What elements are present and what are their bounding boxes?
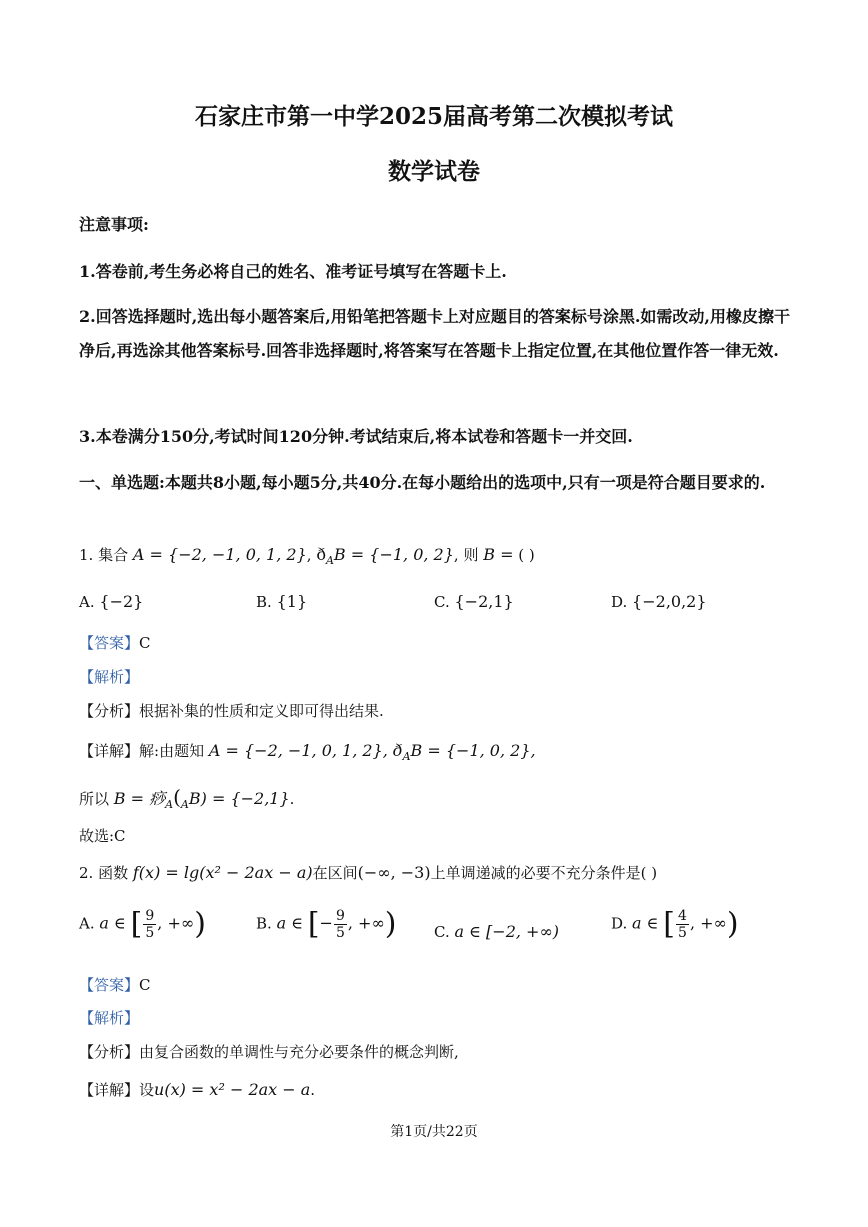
exam-subtitle: 数学试卷 [388,158,480,185]
q2-tail: 上单调递减的必要不充分条件是 [430,864,641,882]
q1-option-b[interactable] [256,592,307,611]
q2-option-a-bracket-left: [ [130,906,143,942]
q1-so-lead: 所以 [79,790,110,808]
q1-detail-math2: B = {−1, 0, 2}, [410,741,536,760]
q2-option-b-pre: a ∈ [276,913,304,933]
q2-option-a-den: 5 [145,925,155,941]
q1-fenxi [79,700,384,721]
q1-detail-sub: A [402,750,411,763]
q2-option-b[interactable] [256,908,397,941]
q1-so-math: B = 痧 [113,789,166,808]
q2-interval: (−∞, −3) [357,863,431,882]
q1-option-a-value: {−2} [99,592,144,611]
q1-detail-tag: 【详解】 [79,742,140,760]
notice-item-3: 3.本卷满分150分,考试时间120分钟.考试结束后,将本试卷和答题卡一并交回. [79,427,633,446]
q1-option-a-label: A. [79,593,95,611]
q2-option-a[interactable] [79,908,206,941]
q2-option-a-num: 9 [145,908,155,924]
q1-so [79,785,294,811]
q1-option-b-value: {1} [276,592,308,611]
q1-answer-value: C [139,634,151,652]
q1-option-c[interactable] [434,592,514,611]
q1-detail [79,740,536,763]
q1-complement-symbol: ð [316,545,326,564]
q2-option-c-label: C. [434,923,450,941]
q1-fenxi-text: 根据补集的性质和定义即可得出结果. [139,702,384,720]
q1-so-paren: ( [173,785,181,809]
q1-answer-tag: 【答案】 [79,634,140,652]
section-heading: 一、单选题:本题共8小题,每小题5分,共40分.在每小题给出的选项中,只有一项是符合题目要求的. [79,473,766,492]
q2-option-d-label: D. [611,914,628,933]
q2-option-c-value: a ∈ [−2, +∞) [454,922,560,941]
q1-fenxi-tag: 【分析】 [79,702,140,720]
q1-detail-lead: 解:由题知 [139,742,205,760]
q1-ask: , 则 [453,546,479,564]
q2-mid: 在区间 [312,864,358,882]
q2-option-b-fraction [334,908,347,941]
q2-detail [79,1079,315,1100]
q1-analysis-tag: 【解析】 [79,668,140,686]
q1-option-d-label: D. [611,593,628,611]
q2-option-a-pre: a ∈ [99,913,126,933]
q2-option-b-post: , +∞ [347,913,385,933]
q2-lead: 2. 函数 [79,864,129,882]
q1-option-c-value: {−2,1} [454,592,514,611]
q1-choose: 故选:C [79,827,126,845]
question-1 [79,544,535,567]
q2-detail-lead: 设 [139,1081,155,1099]
q2-fenxi-tag: 【分析】 [79,1043,140,1061]
q2-option-b-label: B. [256,914,272,933]
q1-so-end: . [289,790,295,808]
q2-answer-value: C [139,976,151,994]
q1-lead: 1. 集合 [79,546,129,564]
q2-answer-tag: 【答案】 [79,976,140,994]
q1-option-d-value: {−2,0,2} [632,592,707,611]
q2-option-d-bracket-left: [ [663,906,676,942]
q2-option-a-bracket-right: ) [194,906,206,942]
q2-option-a-post: , +∞ [157,913,195,933]
q2-analysis-tag: 【解析】 [79,1009,140,1027]
q2-detail-math: u(x) = x² − 2ax − a [154,1080,311,1099]
q1-ask-b: B = [483,545,514,564]
question-2 [79,862,657,883]
q2-option-d-den: 5 [678,925,687,941]
q1-set-a: A = {−2, −1, 0, 1, 2} [132,545,307,564]
q1-so-sub1: A [165,798,174,811]
notice-heading: 注意事项: [79,215,149,234]
q1-complement-sub: A [325,554,334,567]
q1-complement-set: B = {−1, 0, 2} [333,545,454,564]
q1-detail-math: A = {−2, −1, 0, 1, 2}, ð [208,741,403,760]
q2-func: f(x) = lg(x² − 2ax − a) [132,863,313,882]
q2-option-d-num: 4 [678,908,687,924]
q2-detail-end: . [310,1081,316,1099]
notice-item-2: 2.回答选择题时,选出每小题答案后,用铅笔把答题卡上对应题目的答案标号涂黑.如需改动,用橡皮擦干净后,再选涂其他答案标号.回答非选择题时,将答案写在答题卡上指定位置,在其他位置作答一律无效. [79,307,790,360]
q1-option-b-label: B. [256,593,272,611]
q2-option-d-post: , +∞ [689,913,727,933]
q2-option-a-fraction [143,908,156,941]
notice-item-1: 1.答卷前,考生务必将自己的姓名、准考证号填写在答题卡上. [79,262,507,281]
q1-option-d[interactable] [611,592,707,611]
q1-so-math2: B) = {−2,1} [188,789,290,808]
q2-fenxi [79,1041,459,1062]
q1-option-a[interactable] [79,592,143,611]
q2-option-d-bracket-right: ) [726,906,739,942]
q2-option-d-pre: a ∈ [632,913,659,933]
q2-paren: ( ) [640,864,658,882]
q2-option-b-num: 9 [335,908,345,924]
q1-paren: ( ) [518,546,535,564]
q1-comma: , [306,546,312,564]
q2-detail-tag: 【详解】 [79,1081,140,1099]
q1-answer [79,632,151,653]
q2-option-d-fraction [676,908,689,941]
q2-option-b-bracket-left: [ [307,906,320,942]
q1-so-sub2: A [180,798,189,811]
q2-option-a-label: A. [79,914,95,933]
q2-option-b-den: 5 [335,925,345,941]
q2-option-d[interactable] [611,908,739,941]
q2-answer [79,974,151,995]
exam-title: 石家庄市第一中学2025届高考第二次模拟考试 [194,103,673,130]
q2-fenxi-text: 由复合函数的单调性与充分必要条件的概念判断, [139,1043,459,1061]
q2-option-b-bracket-right: ) [384,906,397,942]
q2-option-c[interactable] [434,922,559,941]
page-number: 第1页/共22页 [390,1124,478,1140]
q1-option-c-label: C. [434,593,450,611]
q2-option-b-sign: − [319,913,333,933]
